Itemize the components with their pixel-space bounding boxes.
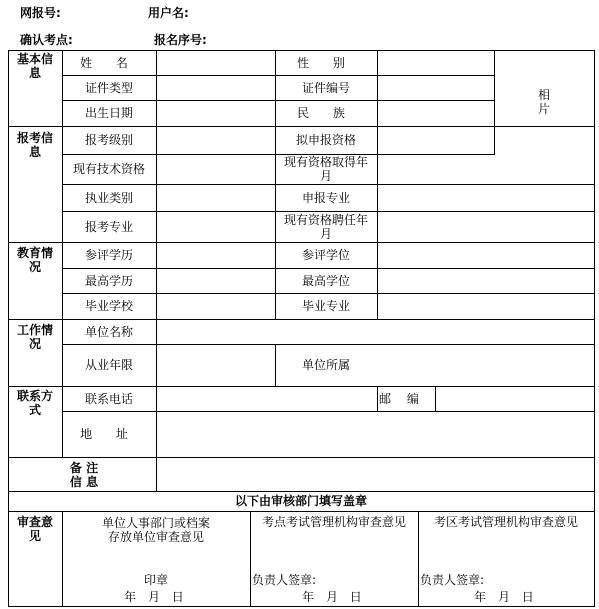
org-name-field[interactable] (156, 319, 594, 344)
id-number-field[interactable] (377, 75, 494, 100)
address-field[interactable] (156, 411, 594, 457)
label-ethnicity: 民 族 (297, 106, 355, 120)
review-col1-seal: 印章 (143, 573, 168, 587)
label-org-affiliation: 单位所属 (301, 358, 350, 372)
label-id-type: 证件类型 (84, 80, 133, 95)
phone-field[interactable] (156, 386, 377, 411)
review-col1-date: 年 月 日 (124, 590, 188, 604)
intended-qualification-field[interactable] (377, 126, 494, 154)
label-highest-education: 最高学历 (84, 273, 133, 288)
id-type-field[interactable] (156, 75, 275, 100)
serial-number-label: 报名序号: (154, 33, 207, 47)
review-col3-title: 考区考试管理机构审查意见 (433, 515, 578, 529)
label-gender: 性 别 (297, 55, 355, 70)
label-exam-level: 报考级别 (84, 133, 133, 147)
remarks-field[interactable] (156, 457, 594, 491)
section-remarks: 备 注 信 息 (69, 461, 99, 489)
label-apply-major: 申报专业 (301, 190, 350, 205)
gender-field[interactable] (377, 50, 494, 75)
label-qualification-year: 现有资格取得年 月 (283, 155, 368, 183)
confirm-site-label: 确认考点: (20, 33, 73, 47)
photo-area[interactable]: 相 片 (537, 88, 550, 116)
net-number-label: 网报号: (20, 6, 61, 20)
label-hire-year: 现有资格聘任年 月 (283, 212, 368, 241)
review-col1-title: 单位人事部门或档案 存放单位审查意见 (101, 516, 210, 544)
label-intended-qualification: 拟申报资格 (295, 133, 356, 147)
section-basic-info: 基本信 息 (16, 52, 53, 80)
review-banner: 以下由审核部门填写盖章 (234, 494, 367, 508)
label-tech-qualification: 现有技术资格 (72, 162, 145, 176)
label-work-years: 从业年限 (84, 358, 133, 372)
exam-level-field[interactable] (156, 126, 275, 154)
label-address: 地 址 (80, 427, 138, 441)
label-eval-degree: 参评学位 (301, 248, 350, 262)
label-graduate-school: 毕业学校 (84, 299, 133, 313)
label-eval-education: 参评学历 (84, 248, 133, 262)
label-highest-degree: 最高学位 (301, 273, 350, 288)
review-col3-sign: 负责人签章: (420, 573, 485, 587)
section-education: 教育情 况 (16, 246, 53, 274)
username-label: 用户名: (148, 6, 189, 20)
review-col2-date: 年 月 日 (302, 590, 366, 604)
postcode-field[interactable] (435, 386, 594, 411)
label-exam-major: 报考专业 (84, 219, 133, 234)
label-postcode: 邮 编 (379, 391, 425, 406)
grid-line (594, 50, 595, 607)
section-contact: 联系方 式 (16, 389, 53, 417)
grid-line (8, 511, 595, 512)
label-phone: 联系电话 (84, 391, 133, 406)
label-graduate-major: 毕业专业 (301, 299, 350, 313)
label-birth-date: 出生日期 (84, 106, 133, 120)
label-practice-type: 执业类别 (84, 190, 133, 205)
section-work: 工作情 况 (16, 323, 53, 351)
ethnicity-field[interactable] (377, 100, 494, 126)
label-org-name: 单位名称 (84, 324, 133, 339)
label-id-number: 证件编号 (301, 80, 350, 95)
grid-line (8, 606, 595, 607)
review-col2-title: 考点考试管理机构审查意见 (261, 515, 406, 529)
section-review: 审查意 见 (16, 515, 53, 543)
review-col2-sign: 负责人签章: (252, 573, 317, 587)
label-name: 姓 名 (80, 55, 138, 70)
review-col3-date: 年 月 日 (474, 590, 538, 604)
name-field[interactable] (156, 50, 275, 75)
birth-date-field[interactable] (156, 100, 275, 126)
section-exam-info: 报考信 息 (16, 131, 53, 159)
